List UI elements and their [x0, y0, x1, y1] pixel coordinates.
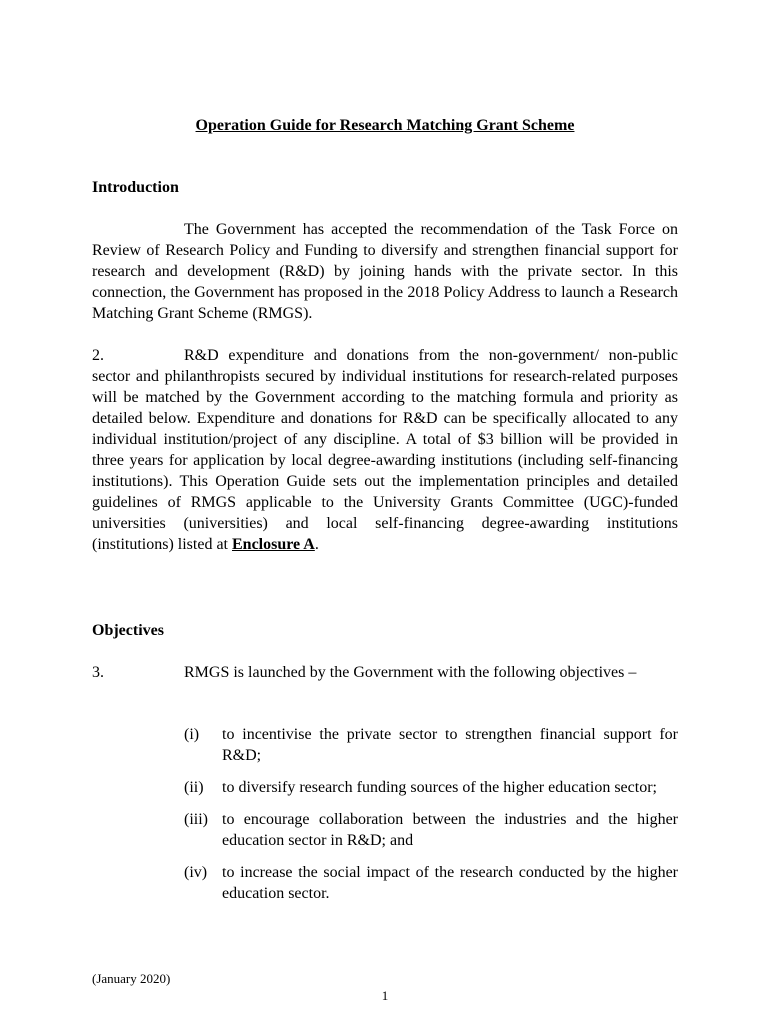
- paragraph-3-text: RMGS is launched by the Government with the following objectives –: [184, 664, 637, 681]
- enclosure-a-link[interactable]: Enclosure A: [232, 536, 315, 553]
- paragraph-3-number: 3.: [92, 664, 104, 681]
- objectives-heading: Objectives: [92, 622, 164, 639]
- objective-marker: (i): [184, 726, 200, 743]
- objective-text: to encourage collaboration between the industries and the higher education sector in R&D; and: [222, 811, 678, 849]
- introduction-text: The Government has accepted the recommendation of the Task Force on Review of Research Policy and Funding to diversify and strengthen financial support for research and development (R&D) by joining hands with the private sector. In this connection, the Government has proposed in the 2018 Policy Address to launch a Research Matching Grant Scheme (RMGS).: [92, 221, 678, 322]
- introduction-paragraph: [92, 219, 678, 324]
- objective-item: [184, 809, 678, 851]
- objective-item: [184, 862, 678, 904]
- paragraph-2: [92, 345, 678, 555]
- objectives-list: [184, 724, 678, 915]
- page-number: 1: [381, 988, 389, 1003]
- objective-text: to diversify research funding sources of the higher education sector;: [222, 779, 657, 796]
- introduction-heading: Introduction: [92, 179, 179, 196]
- document-title: Operation Guide for Research Matching Grant Scheme: [195, 117, 575, 134]
- objective-marker: (iv): [184, 864, 208, 881]
- objective-item: [184, 777, 678, 798]
- paragraph-2-number: 2.: [92, 347, 104, 364]
- objective-marker: (ii): [184, 779, 204, 796]
- footer-date: (January 2020): [92, 971, 171, 986]
- objective-marker: (iii): [184, 811, 208, 828]
- objective-text: to increase the social impact of the research conducted by the higher education sector.: [222, 864, 678, 902]
- objective-item: [184, 724, 678, 766]
- paragraph-2-end: .: [314, 536, 319, 553]
- objective-text: to incentivise the private sector to strengthen financial support for R&D;: [222, 726, 678, 764]
- paragraph-3: [92, 662, 678, 683]
- paragraph-2-text: R&D expenditure and donations from the non-government/ non-public sector and philanthropists secured by individual institutions for research-related purposes will be matched by the Government according to the matching formula and priority as detailed below. Expenditure and donations for R&D can be specifically allocated to any individual institution/project of any discipline. A total of $3 billion will be provided in three years for application by local degree-awarding institutions (including self-financing institutions). This Operation Guide sets out the implementation principles and detailed guidelines of RMGS applicable to the University Grants Committee (UGC)-funded universities (universities) and local self-financing degree-awarding institutions (institutions) listed at: [92, 347, 678, 553]
